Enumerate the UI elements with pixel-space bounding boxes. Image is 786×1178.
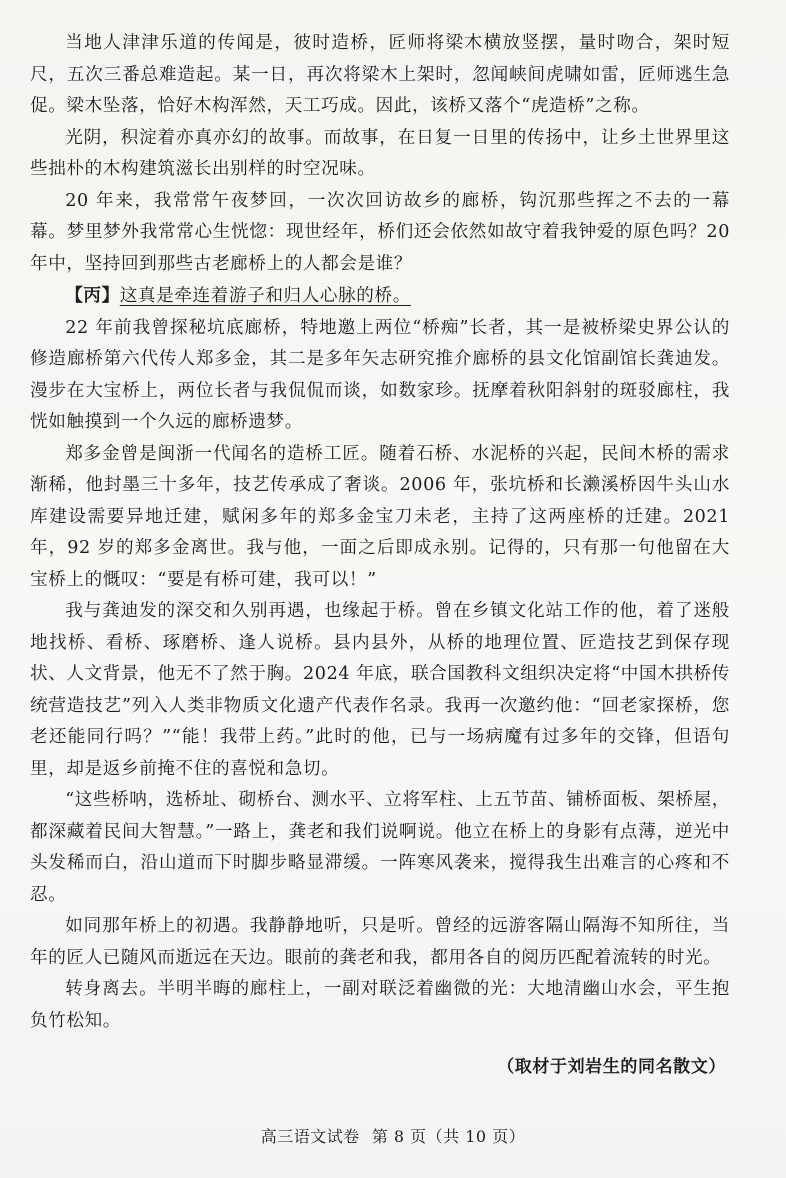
paragraph-listen: 如同那年桥上的初遇。我静静地听，只是听。曾经的远游客隔山隔海不知所往，当年的匠人已随风而逝远在天边。眼前的龚老和我，都用各自的阅历匹配着流转的时光。 (30, 916, 730, 968)
exam-title: 高三语文试卷 (260, 1127, 360, 1146)
page-footer (0, 1124, 786, 1147)
bracket-paragraph (30, 280, 730, 313)
paragraph-leave: 转身离去。半明半晦的廊柱上，一副对联泛着幽微的光：大地清幽山水会，平生抱负竹松知。 (30, 979, 730, 1031)
section-label-bing: 【丙】 (65, 285, 120, 306)
paragraph-legend: 当地人津津乐道的传闻是，彼时造桥，匠师将梁木横放竖摆，量时吻合，架时短尺，五次三番总难造起。某一日，再次将梁木上架时，忽闻峡间虎啸如雷，匠师逃生急促。梁木坠落，恰好木构浑然，天工巧成。因此，该桥又落个“虎造桥”之称。 (30, 33, 730, 116)
paragraph-time: 光阴，积淀着亦真亦幻的故事。而故事，在日复一日里的传扬中，让乡土世界里这些拙朴的木构建筑滋长出别样的时空况味。 (30, 127, 730, 179)
paragraph-visit: 22 年前我曾探秘坑底廊桥，特地邀上两位“桥痴”长者，其一是被桥梁史界公认的修造廊桥第六代传人郑多金，其二是多年矢志研究推介廊桥的县文化馆副馆长龚迪发。漫步在大宝桥上，两位长者与我侃侃而谈，如数家珍。抚摩着秋阳斜射的斑驳廊柱，我恍如触摸到一个久远的廊桥遗梦。 (30, 317, 730, 432)
paragraph-gong: 我与龚迪发的深交和久别再遇，也缘起于桥。曾在乡镇文化站工作的他，着了迷般地找桥、看桥、琢磨桥、逢人说桥。县内县外，从桥的地理位置、匠造技艺到保存现状、人文背景，他无不了然于胸。2024 年底，联合国教科文组织决定将“中国木拱桥传统营造技艺”列入人类非物质文化遗产代表作名录。我再一次邀约他：“回老家探桥，您老还能同行吗？”“能！我带上药。”此时的他，已与一场病魔有过多年的交锋，但语句里，却是返乡前掩不住的喜悦和急切。 (30, 601, 730, 779)
underlined-sentence: 这真是牵连着游子和归人心脉的桥。 (119, 286, 411, 306)
article-body (30, 28, 730, 1037)
paragraph-quote: “这些桥呐，选桥址、砌桥台、测水平、立将军柱、上五节苗、铺桥面板、架桥屋，都深藏着民间大智慧。”一路上，龚老和我们说啊说。他立在桥上的身影有点薄，逆光中头发稀而白，沿山道而下时脚步略显滞缓。一阵寒风袭来，搅得我生出难言的心疼和不忍。 (30, 790, 730, 905)
page-number: 第 8 页（共 10 页） (371, 1127, 526, 1146)
paragraph-dream: 20 年来，我常常午夜梦回，一次次回访故乡的廊桥，钩沉那些挥之不去的一幕幕。梦里梦外我常常心生恍惚：现世经年，桥们还会依然如故守着我钟爱的原色吗？20 年中，坚持回到那些古老廊桥上的人都会是谁？ (30, 190, 730, 274)
source-attribution: （取材于刘岩生的同名散文） (497, 1057, 726, 1077)
paragraph-zheng: 郑多金曾是闽浙一代闻名的造桥工匠。随着石桥、水泥桥的兴起，民间木桥的需求渐稀，他封墨三十多年，技艺传承成了奢谈。2006 年，张坑桥和长濑溪桥因牛头山水库建设需要异地迁建，赋闲多年的郑多金宝刀未老，主持了这两座桥的迁建。2021 年，92 岁的郑多金离世。我与他，一面之后即成永别。记得的，只有那一句他留在大宝桥上的慨叹：“要是有桥可建，我可以！” (30, 443, 730, 590)
